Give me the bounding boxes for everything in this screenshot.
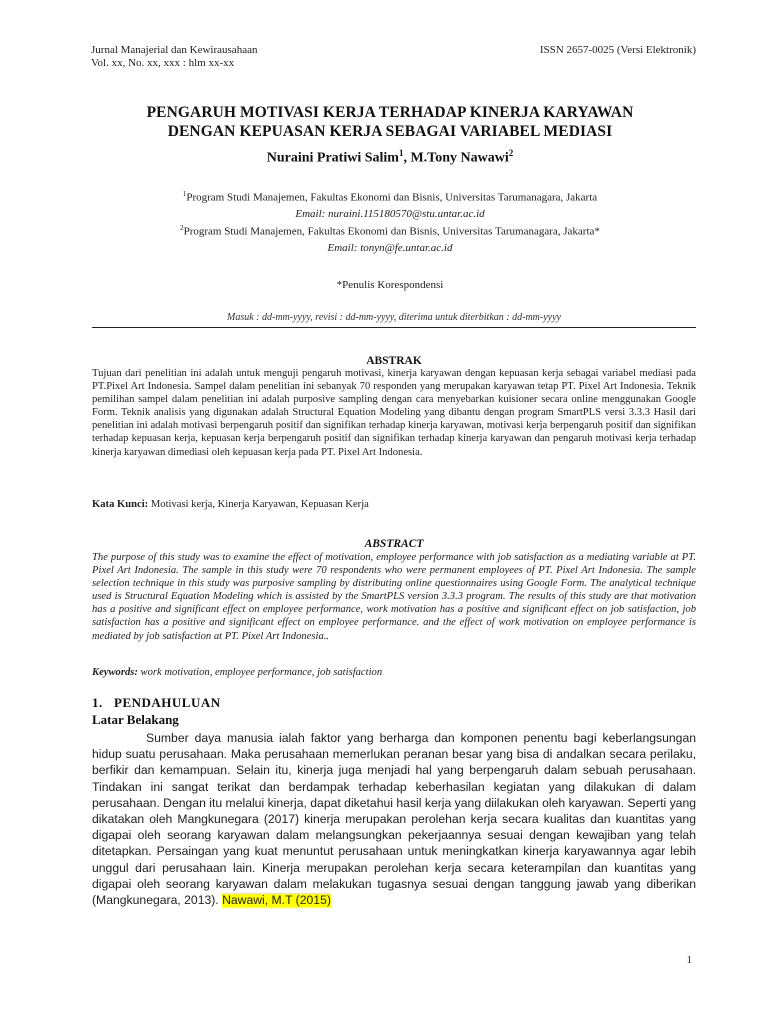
- page-number: 1: [686, 954, 692, 966]
- kata-kunci-label: Kata Kunci:: [92, 499, 149, 510]
- abstract-heading: ABSTRACT: [364, 538, 424, 550]
- section-title: PENDAHULUAN: [114, 695, 221, 710]
- affiliation-text: [80, 186, 700, 206]
- author-affiliation-mark: 1: [398, 148, 404, 158]
- journal-name: Jurnal Manajerial dan Kewirausahaan: [91, 44, 258, 56]
- affiliation-2: [80, 220, 700, 256]
- abstrak-heading: ABSTRAK: [366, 355, 422, 367]
- header-divider: [92, 327, 696, 328]
- subsection-heading: Latar Belakang: [92, 712, 179, 727]
- keywords-label: Keywords:: [92, 667, 138, 678]
- affiliation-mark: 1: [182, 190, 187, 198]
- section-number: 1.: [92, 695, 103, 710]
- affiliation-text: [80, 220, 700, 240]
- section-heading: [92, 695, 221, 711]
- issn: ISSN 2657-0025 (Versi Elektronik): [539, 44, 696, 56]
- author-affiliation-mark: 2: [508, 148, 514, 158]
- paragraph-text: Sumber daya manusia ialah faktor yang berharga dan komponen penentu bagi keberlangsungan hidup suatu perusahaan. Maka perusahaan memerlukan peranan besar yang bisa di andalkan secara perilaku, berfikir dan kemampuan. Selain itu, kinerja juga menjadi hal yang berpengaruh dalam sebuah perusahaan. Tindakan ini sangat terikat dan berdampak terhadap keberhasilan kegiatan yang dilakukan di dalam perusahaan. Dengan itu melalui kinerja, dapat diketahui hasil kerja yang diilakukan oleh karyawan. Seperti yang dikatakan oleh Mangkunegara (2017) kinerja merupakan perolehan kerja secara kualitas dan kuantitas yang digapai oleh seorang karyawan dalam melangsungkan pekerjaannya sesuai dengan kewajiban yang telah ditetapkan. Persaingan yang kuat menuntut perusahaan untuk meningkatkan kinerja karyawannya agar lebih unggul dari perusahaan lain. Kinerja merupakan perolehan kerja secara keterampilan dan kuantitas yang digapai oleh seorang karyawan dalam melakukan tugasnya sesuai dengan tanggung jawab yang diberikan (Mangkunegara, 2013).: [92, 731, 696, 908]
- corresponding-note: *Penulis Korespondensi: [336, 279, 444, 291]
- running-header-left: [91, 44, 257, 70]
- kata-kunci: [92, 498, 696, 511]
- abstrak-text: Tujuan dari penelitian ini adalah untuk menguji pengaruh motivasi, kinerja karyawan dengan kepuasan kerja sebagai variabel mediasi pada PT.Pixel Art Indonesia. Sampel dalam penelitian ini sebanyak 70 responden yang merupakan karyawan tetap PT. Pixel Art Indonesia. Teknik pemilihan sampel dalam penelitian ini adalah purposive sampling dengan cara menyebarkan kuisioner secara online menggunakan Google Form. Teknik analisis yang digunakan adalah Structural Equation Modeling yang dibantu dengan program SmartPLS versi 3.3.3 Hasil dari penelitian ini adalah motivasi berpengaruh positif dan signifikan terhadap kinerja karyawan, motivasi kerja berpengaruh positif dan signifikan terhadap kepuasan kerja, kepuasan kerja berpengaruh positif dan signifikan terhadap kinerja karyawan dan pengaruh motivasi kerja terhadap kinerja karyawan dimediasi oleh kepuasan kerja pada PT. Pixel Art Indonesia.: [92, 368, 696, 458]
- submission-dates: Masuk : dd-mm-yyyy, revisi : dd-mm-yyyy, diterima untuk diterbitkan : dd-mm-yyyy: [227, 312, 561, 323]
- affiliation-institution: Program Studi Manajemen, Fakultas Ekonomi dan Bisnis, Universitas Tarumanagara, Jakarta: [186, 191, 598, 204]
- paper-title: [80, 103, 700, 141]
- title-line-2: DENGAN KEPUASAN KERJA SEBAGAI VARIABEL MEDIASI: [167, 123, 613, 140]
- highlighted-citation[interactable]: Nawawi, M.T (2015): [222, 893, 331, 908]
- volume-info: Vol. xx, No. xx, xxx : hlm xx-xx: [91, 57, 235, 69]
- author-email: Email: nuraini.115180570@stu.untar.ac.id: [295, 207, 485, 220]
- keywords: [92, 666, 696, 679]
- affiliation-1: [80, 186, 700, 222]
- author-name: Nuraini Pratiwi Salim: [266, 150, 399, 166]
- keywords-values: work motivation, employee performance, job satisfaction: [137, 667, 383, 678]
- author-list: [80, 144, 700, 168]
- affiliation-mark: 2: [180, 224, 184, 232]
- title-line-1: PENGARUH MOTIVASI KERJA TERHADAP KINERJA KARYAWAN: [146, 104, 634, 121]
- affiliation-institution: Program Studi Manajemen, Fakultas Ekonomi dan Bisnis, Universitas Tarumanagara, Jakarta*: [183, 225, 600, 238]
- author-name: M.Tony Nawawi: [410, 150, 509, 166]
- kata-kunci-values: Motivasi kerja, Kinerja Karyawan, Kepuasan Kerja: [148, 499, 369, 510]
- body-paragraph: [92, 730, 696, 908]
- author-email: Email: tonyn@fe.untar.ac.id: [327, 241, 453, 254]
- abstract-text: The purpose of this study was to examine the effect of motivation, employee performance with job satisfaction as a mediating variable at PT. Pixel Art Indonesia. The sample in this study were 70 respondents who were permanent employees of PT. Pixel Art Indonesia. The sample selection technique in this study was purposive sampling by distributing online questionnaires using Google Form. The analytical technique used is Structural Equation Modeling which is assisted by the SmartPLS version 3.3.3 program. The results of this study are that motivation has a positive and significant effect on employee performance, work motivation has a positive and significant effect on job satisfaction, job satisfaction has a positive and significant effect on employee performance. and the effect of work motivation on employee performance is mediated by job satisfaction at PT. Pixel Art Indonesia..: [92, 552, 696, 642]
- author-separator: ,: [403, 150, 411, 166]
